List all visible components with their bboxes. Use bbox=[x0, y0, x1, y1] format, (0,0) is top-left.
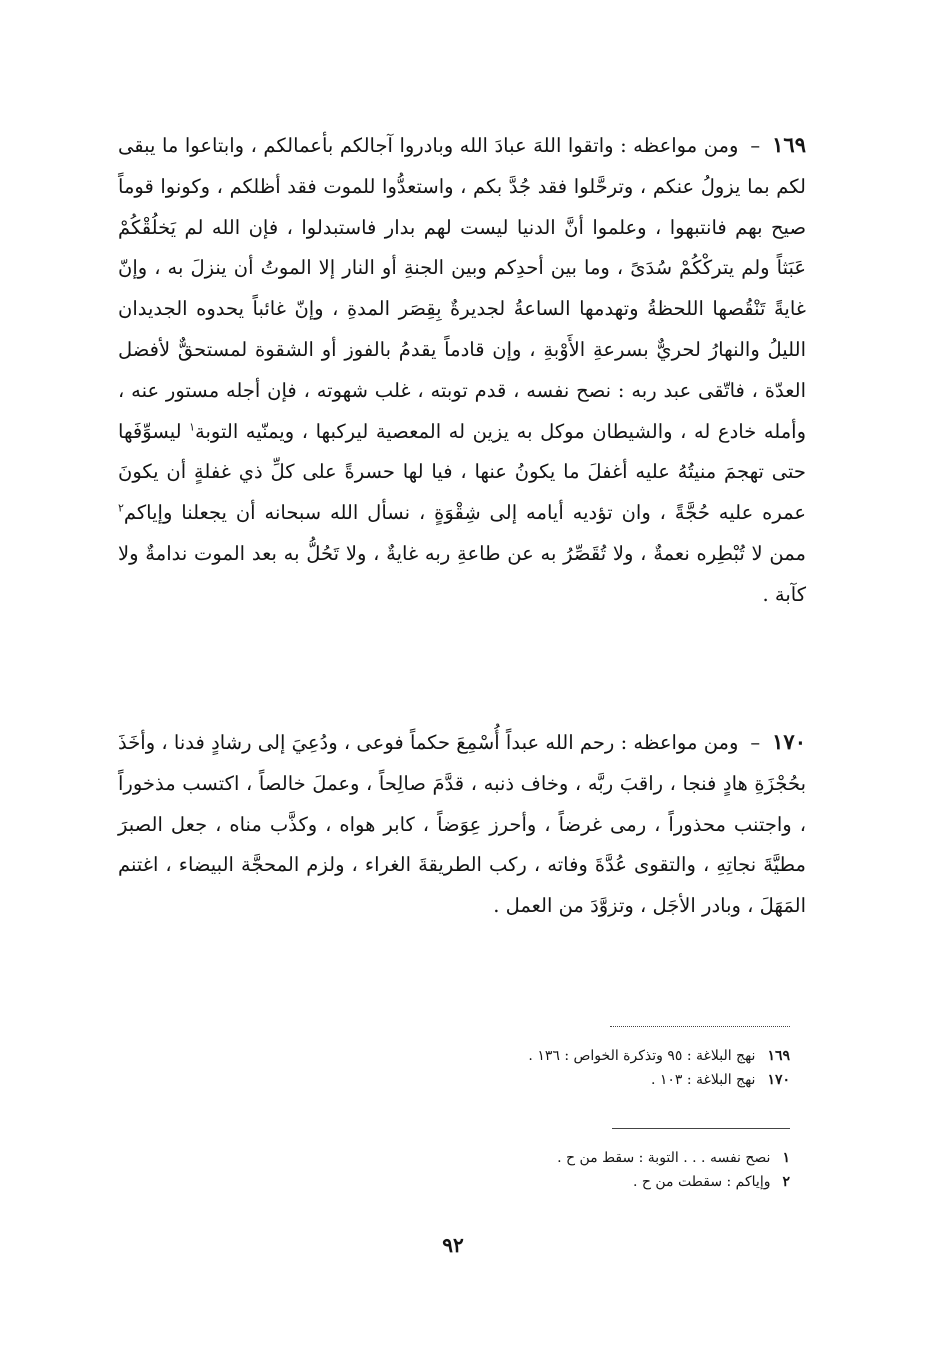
footnote-text: وإياكم : سقطت من ح . bbox=[633, 1174, 771, 1190]
source-text: نهج البلاغة : ١٠٣ . bbox=[650, 1072, 756, 1088]
footnote-marker: ١ bbox=[189, 420, 196, 434]
source-note bbox=[528, 1044, 790, 1068]
footnote bbox=[633, 1170, 790, 1194]
source-number: ١٧٠ bbox=[767, 1072, 790, 1088]
section-text: ممن لا تُبْطِره نعمةٌ ، ولا تُقَصِّرُ به عن طاعةِ ربه غايةٌ ، ولا تَحُلُّ به بعد الموت ندامةٌ ولا كآبة . bbox=[118, 541, 806, 606]
source-note bbox=[651, 1068, 790, 1092]
source-number: ١٦٩ bbox=[767, 1048, 790, 1064]
footnote-text: نصح نفسه . . . التوبة : سقط من ح . bbox=[557, 1150, 771, 1166]
page-number: ٩٢ bbox=[442, 1233, 464, 1257]
section-text: ليسوِّفَها حتى تهجمَ منيتُهُ عليه أغفلَ ما يكونُ عنها ، فيا لها حسرةً على كلِّ ذي غفلةٍ أن يكونَ عمره عليه حُجَّةً ، وان تؤديه أيامه إلى شِقْوَةٍ ، نسأل الله سبحانه أن يجعلنا وإياكم bbox=[118, 419, 806, 525]
section-number: ١٧٠ bbox=[772, 729, 806, 754]
section-dash: – bbox=[750, 731, 761, 754]
sources-divider bbox=[610, 1026, 790, 1027]
section-169-paragraph bbox=[118, 125, 806, 616]
footnote-number: ١ bbox=[782, 1150, 790, 1166]
footnote bbox=[557, 1146, 790, 1170]
source-text: نهج البلاغة : ٩٥ وتذكرة الخواص : ١٣٦ . bbox=[528, 1048, 756, 1064]
footnotes-divider bbox=[612, 1128, 790, 1129]
section-170-paragraph bbox=[118, 722, 806, 927]
footnote-number: ٢ bbox=[782, 1174, 790, 1190]
section-text: ومن مواعظه : رحم الله عبداً أُسْمِعَ حكماً فوعى ، ودُعِيَ إلى رشادٍ فدنا ، وأخَذَ بحُجْزَةِ هادٍ فنجا ، راقبَ ربَّه ، وخاف ذنبه ، قدَّمَ صالِحاً ، وعملَ خالصاً ، اكتسب مذخوراً ، واجتنب محذوراً ، رمى غرضاً ، وأحرز عِوَضاً ، كابر هواه ، وكذَّب مناه ، جعل الصبرَ مطيَّةَ نجاتِهِ ، والتقوى عُدَّةَ وفاته ، ركب الطريقةَ الغراء ، ولزم المحجَّة البيضاء ، اغتنم المَهَلَ ، وبادر الأجَل ، وتزوَّدَ من العمل . bbox=[118, 731, 806, 918]
section-dash: – bbox=[750, 134, 761, 157]
section-text: ومن مواعظه : واتقوا اللهَ عبادَ الله وبادروا آجالكم بأعمالكم ، وابتاعوا ما يبقى لكم بما يزولُ عنكم ، وترحَّلوا فقد جُدَّ بكم ، واستعدُّوا للموت فقد أظلكم ، وكونوا قوماً صيح بهم فانتبهوا ، وعلموا أنَّ الدنيا ليست لهم بدار فاستبدلوا ، فإن الله لم يَخلُقْكُمْ عَبَثاً ولم يتركْكُمْ سُدَىً ، وما بين أحدِكم وبين الجنةِ أو النار إلا الموتُ أن ينزلَ به ، وإنّ غايةً تَنْقُصها اللحظةُ وتهدمها الساعةُ لجديرةٌ بِقِصَر المدةِ ، وإنّ غائباً يحدوه الجديدان الليلُ والنهارُ لحريٌّ بسرعةِ الأَوْبةِ ، وإن قادماً يقدمُ بالفوز أو الشقوة لمستحقٌّ لأفضل العدّة ، فاتّقى عبد ربه : نصح نفسه ، قدم توبته ، غلب شهوته ، فإن أجله مستور عنه ، وأمله خادع له ، والشيطان موكل به يزين له المعصية ليركبها ، ويمنّيه التوبة bbox=[118, 134, 807, 443]
section-number: ١٦٩ bbox=[772, 132, 806, 157]
footnote-marker: ٢ bbox=[118, 501, 124, 515]
